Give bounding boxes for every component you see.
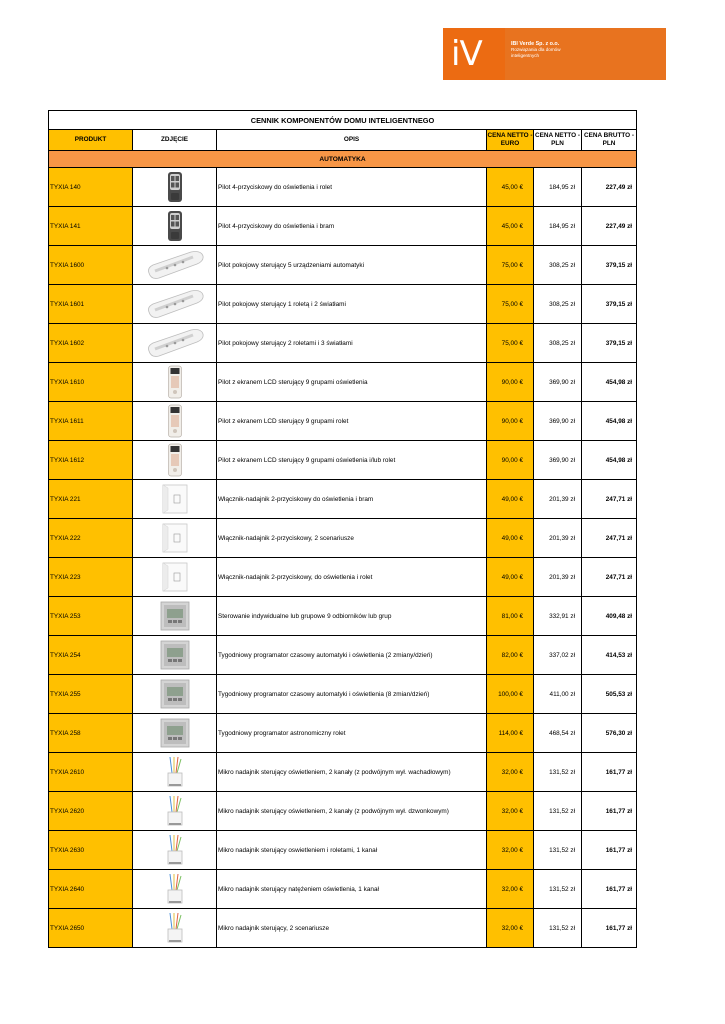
product-name: TYXIA 253 (49, 597, 133, 636)
product-photo (133, 324, 217, 363)
product-description: Pilot z ekranem LCD sterujący 9 grupami oświetlenia (217, 363, 487, 402)
price-netto-euro: 81,00 € (487, 597, 534, 636)
wall-switch-icon (133, 521, 216, 555)
price-netto-euro: 75,00 € (487, 324, 534, 363)
product-description: Pilot z ekranem LCD sterujący 9 grupami rolet (217, 402, 487, 441)
price-brutto-pln: 379,15 zł (582, 324, 637, 363)
price-netto-pln: 131,52 zł (534, 870, 582, 909)
table-row (49, 246, 637, 285)
product-name: TYXIA 2610 (49, 753, 133, 792)
product-photo (133, 246, 217, 285)
header-price-euro: CENA NETTO - EURO (487, 130, 534, 151)
product-description: Pilot 4-przyciskowy do oświetlenia i rolet (217, 168, 487, 207)
product-description: Sterowanie indywidualne lub grupowe 9 odbiorników lub grup (217, 597, 487, 636)
header-row (49, 130, 637, 151)
micro-transmitter-icon (133, 911, 216, 945)
product-photo (133, 402, 217, 441)
product-name: TYXIA 254 (49, 636, 133, 675)
price-brutto-pln: 454,98 zł (582, 402, 637, 441)
price-brutto-pln: 161,77 zł (582, 753, 637, 792)
price-list-table (48, 110, 637, 948)
price-brutto-pln: 454,98 zł (582, 441, 637, 480)
price-brutto-pln: 379,15 zł (582, 246, 637, 285)
price-netto-euro: 49,00 € (487, 480, 534, 519)
product-name: TYXIA 221 (49, 480, 133, 519)
table-row (49, 207, 637, 246)
remote-4-button-icon (133, 171, 216, 203)
wall-switch-icon (133, 560, 216, 594)
header-product: PRODUKT (49, 130, 133, 151)
price-netto-pln: 201,39 zł (534, 558, 582, 597)
price-netto-pln: 308,25 zł (534, 324, 582, 363)
product-name: TYXIA 1601 (49, 285, 133, 324)
price-netto-euro: 90,00 € (487, 363, 534, 402)
table-row (49, 519, 637, 558)
product-description: Włącznik-nadajnik 2-przyciskowy, do oświetlenia i rolet (217, 558, 487, 597)
product-description: Mikro nadajnik sterujący, 2 scenariusze (217, 909, 487, 948)
header-description: OPIS (217, 130, 487, 151)
programmer-icon (133, 678, 216, 710)
product-name: TYXIA 2640 (49, 870, 133, 909)
price-brutto-pln: 227,49 zł (582, 207, 637, 246)
table-row (49, 168, 637, 207)
wall-switch-icon (133, 482, 216, 516)
programmer-icon (133, 717, 216, 749)
product-name: TYXIA 2650 (49, 909, 133, 948)
product-photo (133, 519, 217, 558)
table-row (49, 792, 637, 831)
price-netto-pln: 201,39 zł (534, 519, 582, 558)
table-body (49, 168, 637, 948)
logo-text (511, 41, 561, 59)
micro-transmitter-icon (133, 872, 216, 906)
product-name: TYXIA 2630 (49, 831, 133, 870)
price-netto-euro: 32,00 € (487, 831, 534, 870)
logo-company-name: IBI Verde Sp. z o.o. (511, 41, 560, 47)
product-photo (133, 792, 217, 831)
lcd-remote-icon (133, 443, 216, 477)
price-brutto-pln: 161,77 zł (582, 792, 637, 831)
product-photo (133, 285, 217, 324)
product-photo (133, 753, 217, 792)
header-price-brutto: CENA BRUTTO - PLN (582, 130, 637, 151)
product-name: TYXIA 1611 (49, 402, 133, 441)
product-name: TYXIA 1612 (49, 441, 133, 480)
table-title: CENNIK KOMPONENTÓW DOMU INTELIGENTNEGO (49, 111, 637, 130)
price-netto-euro: 90,00 € (487, 441, 534, 480)
logo-tagline-1: Rozwiązania dla domów (511, 47, 561, 52)
price-netto-pln: 201,39 zł (534, 480, 582, 519)
product-photo (133, 363, 217, 402)
header-photo: ZDJĘCIE (133, 130, 217, 151)
price-brutto-pln: 379,15 zł (582, 285, 637, 324)
price-netto-euro: 49,00 € (487, 519, 534, 558)
product-description: Pilot pokojowy sterujący 2 roletami i 3 światłami (217, 324, 487, 363)
price-netto-pln: 369,90 zł (534, 363, 582, 402)
product-description: Włącznik-nadajnik 2-przyciskowy, 2 scenariusze (217, 519, 487, 558)
price-netto-euro: 32,00 € (487, 870, 534, 909)
product-photo (133, 714, 217, 753)
product-description: Pilot pokojowy sterujący 1 roletą i 2 światłami (217, 285, 487, 324)
price-netto-pln: 411,00 zł (534, 675, 582, 714)
price-netto-euro: 32,00 € (487, 792, 534, 831)
micro-transmitter-icon (133, 833, 216, 867)
price-netto-pln: 337,02 zł (534, 636, 582, 675)
product-photo (133, 168, 217, 207)
table-row (49, 480, 637, 519)
price-netto-pln: 369,90 zł (534, 402, 582, 441)
product-name: TYXIA 223 (49, 558, 133, 597)
logo-tagline-2: inteligentnych (511, 53, 540, 58)
price-brutto-pln: 414,53 zł (582, 636, 637, 675)
price-brutto-pln: 161,77 zł (582, 831, 637, 870)
price-netto-pln: 308,25 zł (534, 246, 582, 285)
product-photo (133, 831, 217, 870)
table-row (49, 363, 637, 402)
price-netto-pln: 131,52 zł (534, 753, 582, 792)
price-netto-euro: 45,00 € (487, 168, 534, 207)
price-brutto-pln: 227,49 zł (582, 168, 637, 207)
price-netto-pln: 369,90 zł (534, 441, 582, 480)
product-photo (133, 675, 217, 714)
price-netto-euro: 90,00 € (487, 402, 534, 441)
table-row (49, 909, 637, 948)
lcd-remote-icon (133, 365, 216, 399)
product-name: TYXIA 1610 (49, 363, 133, 402)
price-netto-euro: 75,00 € (487, 285, 534, 324)
table-row (49, 402, 637, 441)
price-netto-pln: 184,95 zł (534, 207, 582, 246)
header-price-pln: CENA NETTO - PLN (534, 130, 582, 151)
price-netto-pln: 131,52 zł (534, 831, 582, 870)
product-name: TYXIA 141 (49, 207, 133, 246)
product-name: TYXIA 222 (49, 519, 133, 558)
table-row (49, 636, 637, 675)
price-brutto-pln: 505,53 zł (582, 675, 637, 714)
product-photo (133, 636, 217, 675)
category-row (49, 151, 637, 168)
table-row (49, 441, 637, 480)
product-name: TYXIA 2620 (49, 792, 133, 831)
price-brutto-pln: 409,48 zł (582, 597, 637, 636)
logo-mark-block (443, 28, 505, 80)
product-description: Pilot 4-przyciskowy do oświetlenia i bram (217, 207, 487, 246)
lcd-remote-icon (133, 404, 216, 438)
price-brutto-pln: 247,71 zł (582, 480, 637, 519)
table-row (49, 714, 637, 753)
programmer-icon (133, 600, 216, 632)
product-description: Tygodniowy programator czasowy automatyki i oświetlenia (2 zmiany/dzień) (217, 636, 487, 675)
product-name: TYXIA 255 (49, 675, 133, 714)
price-brutto-pln: 576,30 zł (582, 714, 637, 753)
table-row (49, 675, 637, 714)
product-name: TYXIA 258 (49, 714, 133, 753)
price-netto-pln: 332,91 zł (534, 597, 582, 636)
product-photo (133, 480, 217, 519)
table-row (49, 324, 637, 363)
product-description: Pilot z ekranem LCD sterujący 9 grupami oświetlenia i/lub rolet (217, 441, 487, 480)
table-row (49, 597, 637, 636)
product-description: Tygodniowy programator astronomiczny rolet (217, 714, 487, 753)
price-netto-euro: 82,00 € (487, 636, 534, 675)
price-netto-pln: 308,25 zł (534, 285, 582, 324)
product-description: Mikro nadajnik sterujący oświetleniem, 2 kanały (z podwójnym wył. wachadłowym) (217, 753, 487, 792)
category-label: AUTOMATYKA (49, 151, 637, 168)
price-brutto-pln: 247,71 zł (582, 558, 637, 597)
product-photo (133, 597, 217, 636)
product-name: TYXIA 140 (49, 168, 133, 207)
price-brutto-pln: 454,98 zł (582, 363, 637, 402)
product-description: Pilot pokojowy sterujący 5 urządzeniami automatyki (217, 246, 487, 285)
price-brutto-pln: 161,77 zł (582, 909, 637, 948)
product-name: TYXIA 1602 (49, 324, 133, 363)
table-row (49, 870, 637, 909)
room-remote-icon (133, 288, 216, 320)
micro-transmitter-icon (133, 794, 216, 828)
product-description: Mikro nadajnik sterujący natężeniem oświetlenia, 1 kanał (217, 870, 487, 909)
price-netto-euro: 32,00 € (487, 753, 534, 792)
table-row (49, 831, 637, 870)
product-photo (133, 558, 217, 597)
price-netto-pln: 184,95 zł (534, 168, 582, 207)
price-netto-pln: 131,52 zł (534, 909, 582, 948)
table-row (49, 753, 637, 792)
product-photo (133, 207, 217, 246)
micro-transmitter-icon (133, 755, 216, 789)
price-brutto-pln: 161,77 zł (582, 870, 637, 909)
room-remote-icon (133, 249, 216, 281)
price-netto-euro: 32,00 € (487, 909, 534, 948)
logo-mark: iV (451, 34, 482, 74)
price-netto-euro: 75,00 € (487, 246, 534, 285)
price-netto-euro: 114,00 € (487, 714, 534, 753)
table-row (49, 285, 637, 324)
product-photo (133, 441, 217, 480)
product-description: Mikro nadajnik sterujący oświetleniem, 2 kanały (z podwójnym wył. dzwonkowym) (217, 792, 487, 831)
product-description: Tygodniowy programator czasowy automatyki i oświetlenia (8 zmian/dzień) (217, 675, 487, 714)
product-description: Mikro nadajnik sterujący oswietleniem i roletami, 1 kanał (217, 831, 487, 870)
price-netto-euro: 45,00 € (487, 207, 534, 246)
product-photo (133, 870, 217, 909)
company-logo (443, 28, 666, 80)
remote-4-button-icon (133, 210, 216, 242)
room-remote-icon (133, 327, 216, 359)
price-netto-pln: 131,52 zł (534, 792, 582, 831)
price-brutto-pln: 247,71 zł (582, 519, 637, 558)
programmer-icon (133, 639, 216, 671)
price-netto-euro: 49,00 € (487, 558, 534, 597)
product-name: TYXIA 1600 (49, 246, 133, 285)
price-netto-pln: 468,54 zł (534, 714, 582, 753)
product-description: Włącznik-nadajnik 2-przyciskowy do oświetlenia i bram (217, 480, 487, 519)
product-photo (133, 909, 217, 948)
table-row (49, 558, 637, 597)
price-netto-euro: 100,00 € (487, 675, 534, 714)
